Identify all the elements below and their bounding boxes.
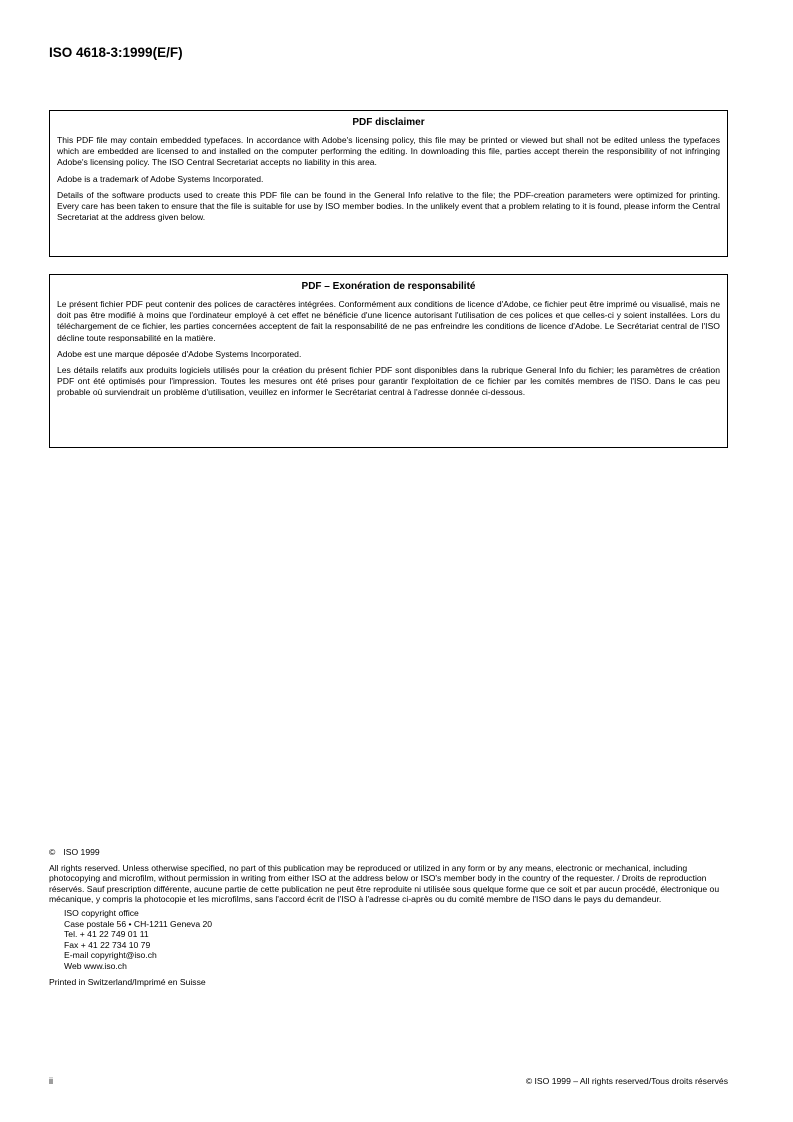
copyright-year: ISO 1999 <box>63 847 100 857</box>
disclaimer-en-title: PDF disclaimer <box>352 117 425 128</box>
copyright-heading <box>49 847 729 858</box>
copyright-symbol: © <box>49 847 56 857</box>
copyright-section <box>49 847 729 987</box>
page-number: ii <box>49 1076 53 1086</box>
disclaimer-fr-paragraph-2: Adobe est une marque déposée d'Adobe Systems Incorporated. <box>57 348 302 359</box>
rights-statement: All rights reserved. Unless otherwise specified, no part of this publication may be reproduced or utilized in any form or by any means, electronic or mechanical, including photocopying and microfilm, without permission in writing from either ISO at the address below or ISO's member body in the country of the requester. / Droits de reproduction réservés. Sauf prescription différente, aucune partie de cette publication ne peut être reproduite ni utilisée sous quelque forme que ce soit et par aucun procédé, électronique ou mécanique, y compris la photocopie et les microfilms, sans l'accord écrit de l'ISO à l'adresse ci-après ou du comité membre de l'ISO dans le pays du demandeur. <box>49 862 720 905</box>
address-fax: Fax + 41 22 734 10 79 <box>64 939 151 950</box>
disclaimer-fr-title: PDF – Exonération de responsabilité <box>301 281 476 292</box>
address-office: ISO copyright office <box>64 907 139 918</box>
footer-copyright: © ISO 1999 – All rights reserved/Tous droits réservés <box>525 1076 728 1086</box>
pdf-disclaimer-fr <box>49 274 728 448</box>
disclaimer-fr-paragraph-1: Le présent fichier PDF peut contenir des polices de caractères intégrées. Conformément aux conditions de licence d'Adobe, ce fichier peut être imprimé ou visualisé, mais ne doit pas être modifié à moins que l'ordinateur employé à cet effet ne bénéficie d'une licence autorisant l'utilisation de ces polices et que celles-ci y soient installées. Lors du téléchargement de ce fichier, les parties concernées acceptent de fait la responsabilité de ne pas enfreindre les conditions de licence d'Adobe. Le Secrétariat central de l'ISO décline toute responsabilité en la matière. <box>57 299 720 343</box>
iso-address-block <box>49 908 729 972</box>
disclaimer-en-paragraph-1: This PDF file may contain embedded typefaces. In accordance with Adobe's licensing policy, this file may be printed or viewed but shall not be edited unless the typefaces which are embedded are licensed to and installed on the computer performing the editing. In downloading this file, parties accept therein the responsibility of not infringing Adobe's licensing policy. The ISO Central Secretariat accepts no liability in this area. <box>57 135 720 168</box>
disclaimer-fr-paragraph-3: Les détails relatifs aux produits logiciels utilisés pour la création du présent fichier PDF sont disponibles dans la rubrique General Info du fichier; les paramètres de création PDF ont été optimisés pour l'impression. Toutes les mesures ont été prises pour garantir l'exploitation de ce fichier par les comités membres de l'ISO. Dans le cas peu probable où surviendrait un problème d'utilisation, veuillez en informer le Secrétariat central à l'adresse donnée ci-dessous. <box>57 365 720 398</box>
document-id: ISO 4618-3:1999(E/F) <box>49 45 183 60</box>
pdf-disclaimer-en <box>49 110 728 257</box>
address-postal: Case postale 56 • CH-1211 Geneva 20 <box>64 918 213 929</box>
printed-in: Printed in Switzerland/Imprimé en Suisse <box>49 976 206 987</box>
address-tel: Tel. + 41 22 749 01 11 <box>64 929 149 940</box>
disclaimer-en-paragraph-3: Details of the software products used to create this PDF file can be found in the General Info relative to the file; the PDF-creation parameters were optimized for printing. Every care has been taken to ensure that the file is suitable for use by ISO member bodies. In the unlikely event that a problem relating to it is found, please inform the Central Secretariat at the address given below. <box>57 189 720 223</box>
address-web: Web www.iso.ch <box>64 960 127 971</box>
disclaimer-en-paragraph-2: Adobe is a trademark of Adobe Systems Incorporated. <box>57 173 264 184</box>
address-email: E-mail copyright@iso.ch <box>64 950 157 961</box>
